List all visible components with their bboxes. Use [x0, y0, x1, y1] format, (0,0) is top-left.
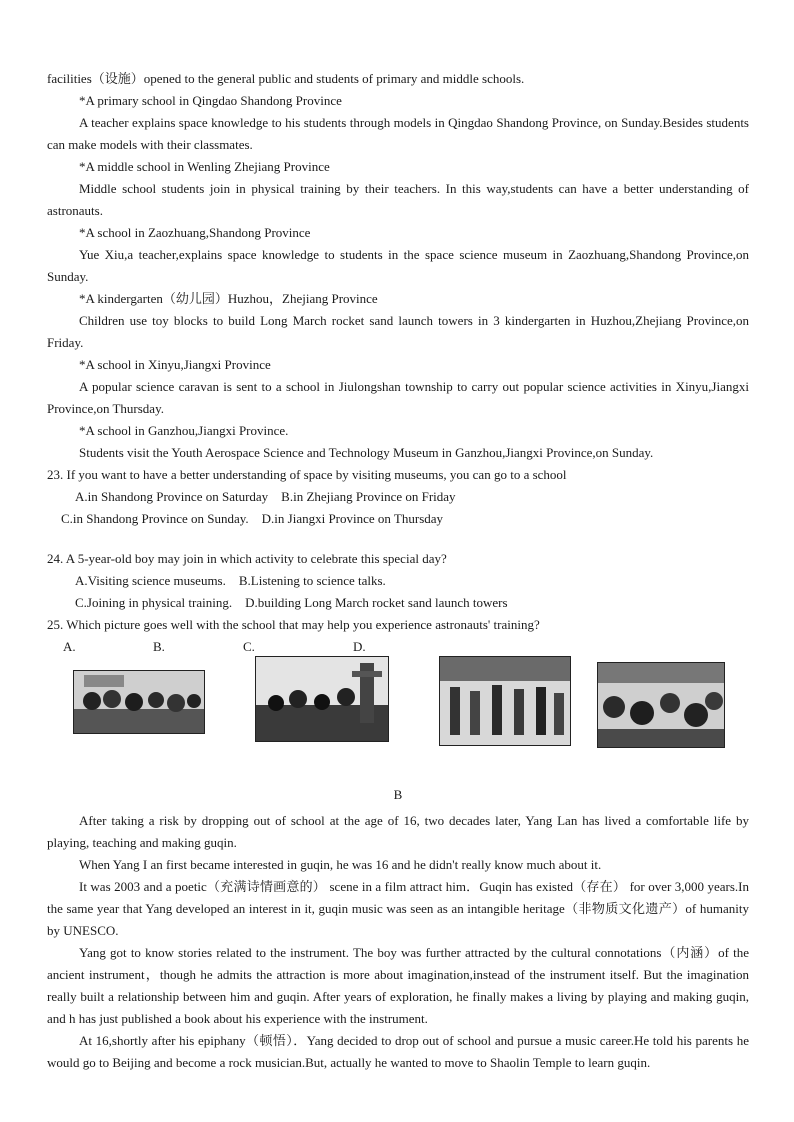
picture-label-c: C. — [243, 639, 255, 654]
location-2: *A middle school in Wenling Zhejiang Province — [79, 159, 330, 174]
picture-c — [439, 656, 571, 746]
intro-tail: facilities（设施）opened to the general public and students of primary and middle schools. — [47, 71, 525, 86]
question-23-stem: 23. If you want to have a better understanding of space by visiting museums, you can go to a school — [47, 467, 567, 482]
picture-d — [597, 662, 725, 748]
picture-labels — [47, 636, 749, 656]
question-23-options-1: A.in Shandong Province on Saturday B.in Zhejiang Province on Friday — [75, 489, 456, 504]
picture-label-a: A. — [63, 639, 76, 654]
picture-row — [47, 656, 749, 756]
item-text-2: Middle school students join in physical training by their teachers. In this way,students can have a better understanding of astronauts. — [47, 181, 749, 218]
location-5: *A school in Xinyu,Jiangxi Province — [79, 357, 271, 372]
item-text-6: Students visit the Youth Aerospace Science and Technology Museum in Ganzhou,Jiangxi Province,on Sunday. — [79, 445, 654, 460]
item-text-5: A popular science caravan is sent to a school in Jiulongshan township to carry out popular science activities in Xinyu,Jiangxi Province,on Thursday. — [47, 379, 749, 416]
location-1: *A primary school in Qingdao Shandong Province — [79, 93, 342, 108]
picture-label-d: D. — [353, 639, 366, 654]
question-25-stem: 25. Which picture goes well with the school that may help you experience astronauts' training? — [47, 617, 540, 632]
item-text-3: Yue Xiu,a teacher,explains space knowledge to students in the space science museum in Zaozhuang,Shandong Province,on Sunday. — [47, 247, 749, 284]
question-24-options-2: C.Joining in physical training. D.building Long March rocket sand launch towers — [75, 595, 508, 610]
question-24-options-1: A.Visiting science museums. B.Listening to science talks. — [75, 573, 386, 588]
location-4: *A kindergarten（幼儿园）Huzhou，Zhejiang Province — [79, 291, 378, 306]
passage-b-paragraph-3: It was 2003 and a poetic（充满诗情画意的） scene in a film attract him．Guqin has existed（存在） for over 3,000 years.In the same year that Yang developed an interest in it, guqin music was seen as an intangible heritage（非物质文化遗产）of humanity by UNESCO. — [47, 879, 749, 938]
passage-b-paragraph-4: Yang got to know stories related to the instrument. The boy was further attracted by the cultural connotations（内涵）of the ancient instrument，though he admits the attraction is more about imagination,instead of the instrument itself. But the imagination really built a relationship between him and guqin. After years of exploration, he finally makes a living by playing and making guqin, and h has just published a book about his experience with the instrument. — [47, 945, 749, 1026]
item-text-4: Children use toy blocks to build Long March rocket sand launch towers in 3 kindergarten in Huzhou,Zhejiang Province,on Friday. — [47, 313, 749, 350]
question-24-stem: 24. A 5-year-old boy may join in which activity to celebrate this special day? — [47, 551, 447, 566]
exam-page — [47, 68, 749, 1074]
passage-b-paragraph-1: After taking a risk by dropping out of school at the age of 16, two decades later, Yang Lan has lived a comfortable life by playing, teaching and making guqin. — [47, 813, 749, 850]
section-b-heading: B — [393, 787, 403, 802]
question-23-options-2: C.in Shandong Province on Sunday. D.in Jiangxi Province on Thursday — [61, 511, 444, 526]
picture-label-b: B. — [153, 639, 165, 654]
location-6: *A school in Ganzhou,Jiangxi Province. — [79, 423, 289, 438]
picture-b — [255, 656, 389, 742]
location-3: *A school in Zaozhuang,Shandong Province — [79, 225, 311, 240]
passage-b-paragraph-5: At 16,shortly after his epiphany（顿悟）．Yang decided to drop out of school and pursue a music career.He told his parents he would go to Beijing and become a rock musician.But, actually he wanted to move to Shaolin Temple to learn guqin. — [47, 1033, 749, 1070]
passage-b-paragraph-2: When Yang I an first became interested in guqin, he was 16 and he didn't really know much about it. — [79, 857, 602, 872]
item-text-1: A teacher explains space knowledge to his students through models in Qingdao Shandong Province, on Sunday.Besides students can make models with their classmates. — [47, 115, 749, 152]
picture-a — [73, 670, 205, 734]
